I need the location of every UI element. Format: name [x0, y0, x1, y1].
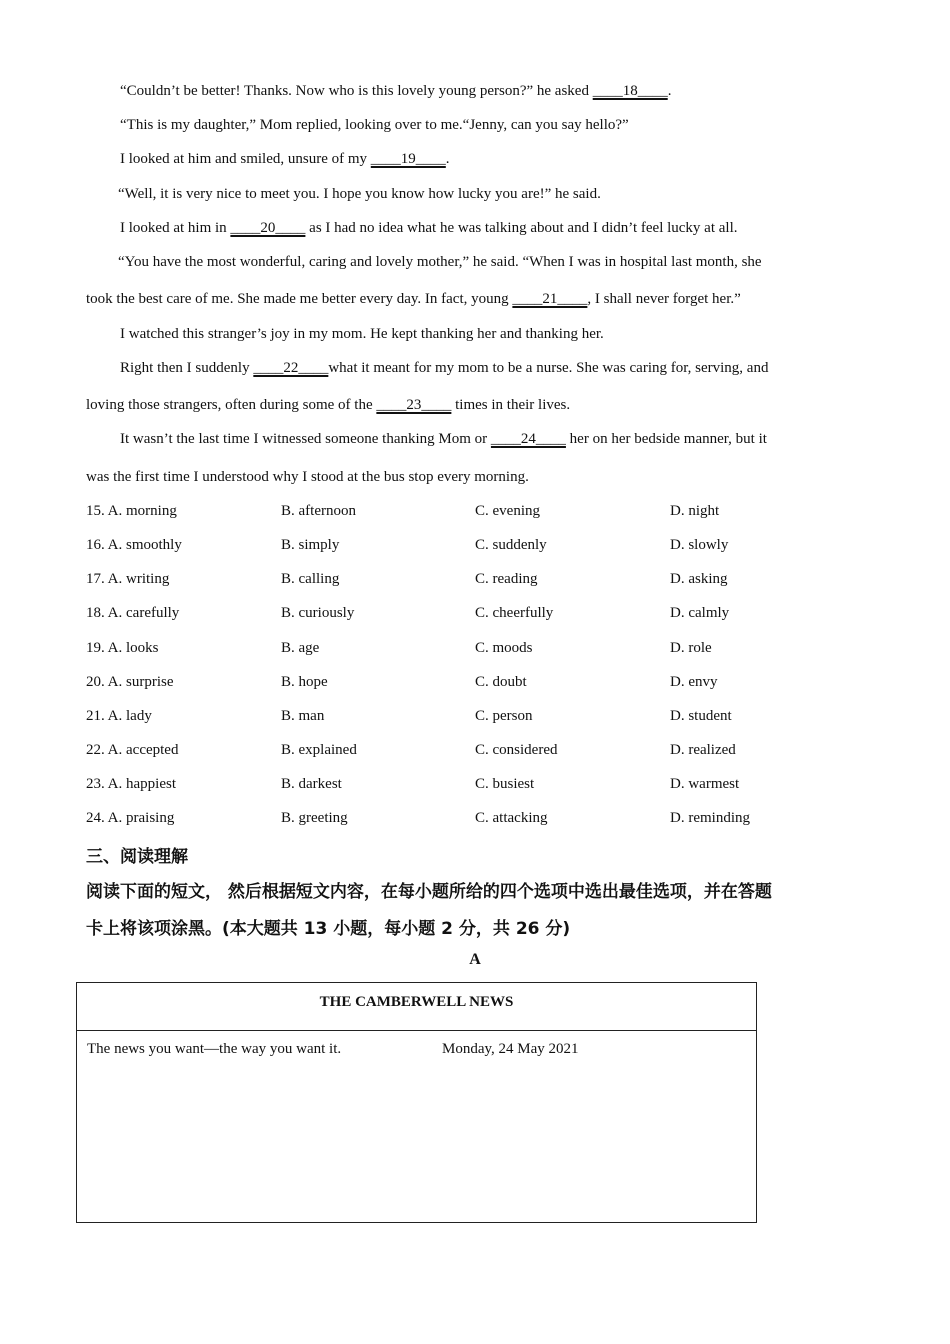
option-b: B. explained: [281, 742, 357, 758]
option-b: B. afternoon: [281, 503, 356, 519]
text: “Couldn’t be better! Thanks. Now who is this lovely young person?” he asked: [120, 83, 593, 99]
option-a: 15. A. morning: [86, 503, 177, 519]
blank-23: ____23____: [376, 397, 452, 413]
passage-line-23: [86, 395, 570, 415]
option-b: B. greeting: [281, 810, 348, 826]
blank-21: ____21____: [512, 291, 588, 307]
text: her on her bedside manner, but it: [565, 431, 767, 447]
text: “Well, it is very nice to meet you. I hope you know how lucky you are!” he said.: [118, 186, 601, 202]
option-d: D. night: [670, 503, 720, 519]
text: I watched this stranger’s joy in my mom. He kept thanking her and thanking her.: [120, 326, 604, 342]
blank-19: ____19____: [370, 151, 446, 167]
option-b: B. age: [281, 640, 320, 656]
option-b: B. darkest: [281, 776, 342, 792]
blank-22: ____22____: [253, 360, 329, 376]
text: loving those strangers, often during some of the: [86, 397, 377, 413]
option-d: D. envy: [670, 674, 718, 690]
text: .: [667, 83, 672, 99]
option-d: D. realized: [670, 742, 736, 758]
passage-line: [86, 467, 529, 487]
section-instruction-line-2: 卡上将该项涂黑。(本大题共 13 小题，每小题 2 分，共 26 分): [86, 919, 571, 939]
newspaper-box: [76, 982, 757, 1223]
option-a: 17. A. writing: [86, 571, 170, 587]
option-d: D. calmly: [670, 605, 730, 621]
part-label: A: [469, 951, 481, 968]
passage-line-22: [120, 358, 768, 378]
passage-line-19: [120, 149, 450, 169]
option-c: C. doubt: [475, 674, 527, 690]
blank-24: ____24____: [490, 431, 566, 447]
text: I looked at him in: [120, 220, 231, 236]
option-a: 16. A. smoothly: [86, 537, 182, 553]
blank-18: ____18____: [592, 83, 668, 99]
option-c: C. attacking: [475, 810, 548, 826]
passage-line: [118, 252, 762, 272]
passage-line-21: [86, 289, 741, 309]
option-a: 21. A. lady: [86, 708, 152, 724]
text: “This is my daughter,” Mom replied, looking over to me.“Jenny, can you say hello?”: [120, 117, 629, 133]
text: took the best care of me. She made me better every day. In fact, young: [86, 291, 513, 307]
option-b: B. man: [281, 708, 325, 724]
option-c: C. moods: [475, 640, 533, 656]
text: It wasn’t the last time I witnessed someone thanking Mom or: [120, 431, 491, 447]
passage-line: [118, 184, 601, 204]
option-d: D. asking: [670, 571, 728, 587]
option-a: 23. A. happiest: [86, 776, 176, 792]
passage-line-18: [120, 81, 671, 101]
option-d: D. student: [670, 708, 732, 724]
option-c: C. evening: [475, 503, 540, 519]
newspaper-tagline: The news you want—the way you want it.: [87, 1041, 342, 1057]
blank-20: ____20____: [230, 220, 306, 236]
option-d: D. role: [670, 640, 712, 656]
newspaper-date: Monday, 24 May 2021: [442, 1041, 579, 1057]
text: I looked at him and smiled, unsure of my: [120, 151, 371, 167]
option-d: D. slowly: [670, 537, 729, 553]
option-c: C. cheerfully: [475, 605, 554, 621]
section-instruction-line-1: 阅读下面的短文， 然后根据短文内容，在每小题所给的四个选项中选出最佳选项，并在答题: [86, 882, 772, 902]
option-b: B. calling: [281, 571, 340, 587]
passage-line: [120, 324, 604, 344]
section-title: 三、阅读理解: [86, 847, 188, 867]
text: , I shall never forget her.”: [587, 291, 741, 307]
option-a: 19. A. looks: [86, 640, 159, 656]
text: times in their lives.: [451, 397, 571, 413]
passage-line-24: [120, 429, 767, 449]
option-a: 18. A. carefully: [86, 605, 180, 621]
option-b: B. hope: [281, 674, 328, 690]
option-a: 24. A. praising: [86, 810, 175, 826]
text: what it meant for my mom to be a nurse. She was caring for, serving, and: [328, 360, 769, 376]
option-d: D. reminding: [670, 810, 750, 826]
text: was the first time I understood why I stood at the bus stop every morning.: [86, 469, 529, 485]
option-c: C. person: [475, 708, 533, 724]
option-c: C. considered: [475, 742, 558, 758]
option-a: 22. A. accepted: [86, 742, 179, 758]
option-c: C. busiest: [475, 776, 535, 792]
option-a: 20. A. surprise: [86, 674, 174, 690]
text: Right then I suddenly: [120, 360, 254, 376]
option-b: B. curiously: [281, 605, 355, 621]
option-c: C. suddenly: [475, 537, 547, 553]
passage-line-20: [120, 218, 738, 238]
text: .: [445, 151, 450, 167]
newspaper-masthead: THE CAMBERWELL NEWS: [77, 983, 756, 1031]
option-c: C. reading: [475, 571, 538, 587]
passage-line: [120, 115, 629, 135]
option-b: B. simply: [281, 537, 340, 553]
text: “You have the most wonderful, caring and lovely mother,” he said. “When I was in hospital last month, she: [118, 254, 762, 270]
option-d: D. warmest: [670, 776, 740, 792]
text: as I had no idea what he was talking about and I didn’t feel lucky at all.: [305, 220, 738, 236]
